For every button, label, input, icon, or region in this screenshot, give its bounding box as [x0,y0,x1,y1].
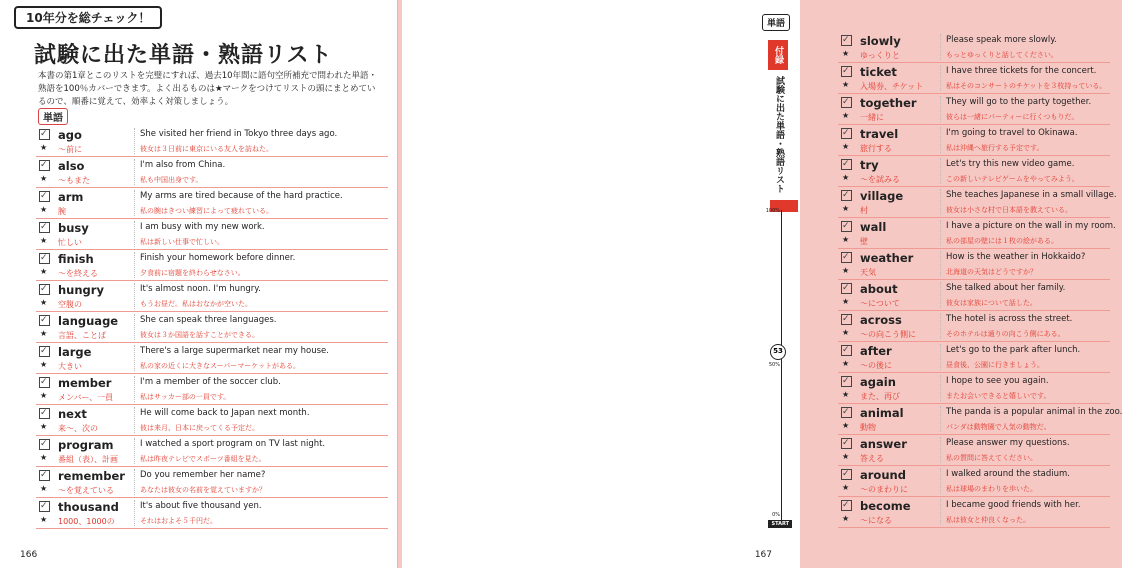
checkbox-icon[interactable]: ✓ [841,159,852,170]
star-icon: ★ [842,235,850,244]
star-icon: ★ [842,483,850,492]
word: travel [860,127,899,141]
star-icon: ★ [40,360,48,369]
divider [940,468,941,494]
star-icon: ★ [40,329,48,338]
example-english: Let's try this new video game. [946,159,1075,169]
star-icon: ★ [842,390,850,399]
checkbox-icon[interactable]: ✓ [841,252,852,263]
divider [134,407,135,433]
checkbox-icon[interactable]: ✓ [39,160,50,171]
example-japanese: そのホテルは通りの向こう側にある。 [946,330,1065,338]
star-icon: ★ [40,174,48,183]
example-japanese: またお会いできると嬉しいです。 [946,392,1051,400]
checkbox-icon[interactable]: ✓ [39,315,50,326]
word: weather [860,251,914,265]
divider [134,221,135,247]
divider [940,65,941,91]
divider [940,220,941,246]
meaning: ～になる [860,516,892,525]
start-label: START [768,520,792,528]
divider [940,313,941,339]
checkbox-icon[interactable]: ✓ [841,407,852,418]
example-english: I am busy with my new work. [140,222,265,232]
word: program [58,438,114,452]
star-icon: ★ [40,453,48,462]
list-item [36,157,388,188]
word: large [58,345,92,359]
word: ago [58,128,82,142]
word: across [860,313,902,327]
chapter-tag: 10年分を総チェック！ [14,6,162,29]
checkbox-icon[interactable]: ✓ [39,253,50,264]
example-english: He will come back to Japan next month. [140,408,310,418]
example-english: It's about five thousand yen. [140,501,262,511]
left-page [0,0,398,568]
meaning: 壁 [860,237,868,246]
example-japanese: 私は沖縄へ旅行する予定です。 [946,144,1044,152]
list-item [838,187,1117,218]
example-japanese: 私も中国出身です。 [140,176,203,184]
section-label: 単語 [38,108,68,125]
checkbox-icon[interactable]: ✓ [39,439,50,450]
example-english: Please answer my questions. [946,438,1070,448]
checkbox-icon[interactable]: ✓ [39,222,50,233]
pct-bottom: 0% [772,512,780,518]
list-item [838,156,1110,187]
example-japanese: もうお昼だ。私はおなかが空いた。 [140,300,252,308]
star-icon: ★ [842,514,850,523]
star-icon: ★ [40,236,48,245]
word-list-left [36,126,388,529]
star-icon: ★ [40,298,48,307]
checkbox-icon[interactable]: ✓ [841,97,852,108]
example-japanese: 私の部屋の壁には１枚の絵がある。 [946,237,1058,245]
list-item [36,126,388,157]
checkbox-icon[interactable]: ✓ [39,501,50,512]
word: together [860,96,917,110]
meaning: また、再び [860,392,900,401]
example-english: I became good friends with her. [946,500,1081,510]
list-item [36,312,388,343]
pct-mid: 50% [768,362,780,368]
list-item [838,311,1110,342]
example-japanese: この新しいテレビゲームをやってみよう。 [946,175,1079,183]
checkbox-icon[interactable]: ✓ [841,376,852,387]
list-item [36,188,388,219]
example-japanese: 北海道の天気はどうですか？ [946,268,1037,276]
example-japanese: もっとゆっくりと話してください。 [946,51,1058,59]
example-english: I watched a sport program on TV last night. [140,439,326,449]
meaning: ゆっくりと [860,51,900,60]
list-item [36,436,388,467]
word: slowly [860,34,901,48]
star-icon: ★ [40,391,48,400]
star-icon: ★ [842,204,850,213]
example-japanese: 彼女は家族について話した。 [946,299,1037,307]
meaning: ～を試みる [860,175,900,184]
word: ticket [860,65,897,79]
star-icon: ★ [842,452,850,461]
meaning: ～のまわりに [860,485,908,494]
meaning: 村 [860,206,868,215]
example-japanese: 私は球場のまわりを歩いた。 [946,485,1037,493]
divider [940,96,941,122]
example-japanese: 夕食前に宿題を終わらせなさい。 [140,269,245,277]
word: hungry [58,283,104,297]
checkbox-icon[interactable]: ✓ [39,377,50,388]
example-japanese: 私はそのコンサートのチケットを３枚持っている。 [946,82,1107,90]
list-item [838,435,1110,466]
meaning: 答える [860,454,884,463]
list-item [36,405,388,436]
meaning: ～前に [58,145,82,154]
divider [940,34,941,60]
word: animal [860,406,904,420]
divider [134,469,135,495]
word: language [58,314,119,328]
star-icon: ★ [842,111,850,120]
meaning: 番組（表）、計画 [58,455,118,464]
meaning: 言語、ことば [58,331,106,340]
example-english: Finish your homework before dinner. [140,253,296,263]
divider [940,499,941,525]
checkbox-icon[interactable]: ✓ [841,128,852,139]
checkbox-icon[interactable]: ✓ [841,314,852,325]
checkbox-icon[interactable]: ✓ [39,346,50,357]
meaning: 1000、1000の [58,517,115,526]
example-english: There's a large supermarket near my house. [140,346,329,356]
word-list-right [838,32,1122,528]
example-english: Do you remember her name? [140,470,266,480]
divider [134,252,135,278]
list-item [838,280,1110,311]
side-section-label: 単語 [762,14,790,31]
example-english: I have a picture on the wall in my room. [946,221,1116,231]
example-english: I'm a member of the soccer club. [140,377,281,387]
meaning: 一緒に [860,113,884,122]
meaning: 旅行する [860,144,892,153]
example-english: They will go to the party together. [946,97,1092,107]
example-english: I walked around the stadium. [946,469,1071,479]
intro-text: 本書の第1章とこのリストを完璧にすれば、過去10年間に語句空所補充で問われた単語・熟語を100％カバーできます。よく出るものは★マークをつけてリストの頭にまとめているので、順番に覚えて、効率よく対策しましょう。 [38,71,378,107]
word: wall [860,220,887,234]
meaning: 入場券、チケット [860,82,924,91]
star-icon: ★ [842,266,850,275]
example-japanese: 私は新しい仕事で忙しい。 [140,238,224,246]
meaning: ～もまた [58,176,90,185]
example-japanese: 昼食後、公園に行きましょう。 [946,361,1044,369]
star-icon: ★ [40,422,48,431]
divider [940,375,941,401]
meaning: ～の後に [860,361,892,370]
list-item [838,342,1110,373]
example-english: She talked about her family. [946,283,1066,293]
meaning: ～を終える [58,269,98,278]
page-number-right: 167 [754,550,772,560]
word: village [860,189,904,203]
checkbox-icon[interactable]: ✓ [39,129,50,140]
example-english: I'm going to travel to Okinawa. [946,128,1078,138]
example-japanese: 彼は来月、日本に戻ってくる予定だ。 [140,424,259,432]
star-icon: ★ [842,49,850,58]
divider [940,127,941,153]
divider [940,437,941,463]
meaning: 空腹の [58,300,82,309]
star-icon: ★ [40,267,48,276]
star-icon: ★ [40,205,48,214]
star-icon: ★ [842,80,850,89]
list-item [838,497,1110,528]
example-english: How is the weather in Hokkaido? [946,252,1086,262]
example-japanese: 私はサッカー部の一員です。 [140,393,231,401]
star-icon: ★ [842,142,850,151]
divider [134,314,135,340]
word: busy [58,221,89,235]
example-japanese: 私は彼女と仲良くなった。 [946,516,1030,524]
divider [940,189,941,215]
list-item [838,249,1110,280]
appendix-tab[interactable]: 付録 [768,40,788,70]
word: member [58,376,112,390]
checkbox-icon[interactable]: ✓ [841,66,852,77]
example-japanese: それはおよそ５千円だ。 [140,517,217,525]
progress-line [781,210,782,520]
divider [134,376,135,402]
list-item [838,404,1122,435]
checkbox-icon[interactable]: ✓ [39,470,50,481]
example-english: She teaches Japanese in a small village. [946,190,1117,200]
divider [940,158,941,184]
meaning: 来～、次の [58,424,98,433]
word: about [860,282,898,296]
list-item [36,467,388,498]
divider [134,283,135,309]
example-japanese: 私の質問に答えてください。 [946,454,1037,462]
divider [940,282,941,308]
checkbox-icon[interactable]: ✓ [841,190,852,201]
example-japanese: 彼女は３日前に東京にいる友人を訪ねた。 [140,145,273,153]
word: again [860,375,896,389]
word: remember [58,469,125,483]
example-english: The panda is a popular animal in the zoo. [946,407,1122,417]
example-japanese: 私の家の近くに大きなスーパーマーケットがある。 [140,362,300,370]
checkbox-icon[interactable]: ✓ [841,35,852,46]
word: thousand [58,500,119,514]
divider [134,438,135,464]
right-page [402,0,1122,568]
checkbox-icon[interactable]: ✓ [841,469,852,480]
divider [134,500,135,526]
word: next [58,407,87,421]
example-english: I'm also from China. [140,160,226,170]
star-icon: ★ [40,143,48,152]
word: after [860,344,892,358]
star-icon: ★ [842,421,850,430]
example-english: I hope to see you again. [946,376,1049,386]
divider [134,345,135,371]
example-english: Please speak more slowly. [946,35,1057,45]
side-title: 試験に出た単語・熟語リスト [774,76,784,193]
meaning: 大きい [58,362,82,371]
word: answer [860,437,907,451]
divider [940,406,941,432]
list-item [36,250,388,281]
meaning: 天気 [860,268,876,277]
meaning: 忙しい [58,238,82,247]
checkbox-icon[interactable]: ✓ [841,283,852,294]
example-japanese: パンダは動物園で人気の動物だ。 [946,423,1051,431]
example-english: I have three tickets for the concert. [946,66,1097,76]
word: arm [58,190,84,204]
checkbox-icon[interactable]: ✓ [841,500,852,511]
example-english: The hotel is across the street. [946,314,1073,324]
divider [134,159,135,185]
list-item [838,94,1110,125]
meaning: 動物 [860,423,876,432]
list-item [36,374,388,405]
list-item [838,466,1110,497]
word: become [860,499,911,513]
list-item [838,125,1110,156]
checkbox-icon[interactable]: ✓ [39,284,50,295]
example-english: It's almost noon. I'm hungry. [140,284,261,294]
list-item [36,219,388,250]
page-title: 試験に出た単語・熟語リスト [34,43,333,68]
list-item [838,63,1110,94]
word: also [58,159,85,173]
example-english: Let's go to the park after lunch. [946,345,1081,355]
meaning: 腕 [58,207,66,216]
list-item [36,281,388,312]
list-item [838,218,1116,249]
divider [134,128,135,154]
pct-top: 100% [765,208,780,214]
list-item [36,343,388,374]
meaning: ～の向こう側に [860,330,916,339]
checkbox-icon[interactable]: ✓ [39,191,50,202]
example-japanese: 私の腕はきつい練習によって疲れている。 [140,207,273,215]
star-icon: ★ [842,173,850,182]
word: finish [58,252,94,266]
star-icon: ★ [842,359,850,368]
checkbox-icon[interactable]: ✓ [841,221,852,232]
example-japanese: 彼らは一緒にパーティーに行くつもりだ。 [946,113,1079,121]
list-item [838,32,1110,63]
star-icon: ★ [842,328,850,337]
example-english: She visited her friend in Tokyo three days ago. [140,129,338,139]
example-english: My arms are tired because of the hard practice. [140,191,343,201]
example-japanese: 私は昨夜テレビでスポーツ番組を見た。 [140,455,266,463]
page-number-left: 166 [20,550,38,560]
meaning: ～について [860,299,900,308]
example-japanese: あなたは彼女の名前を覚えていますか？ [140,486,266,494]
divider [940,344,941,370]
checkbox-icon[interactable]: ✓ [39,408,50,419]
checkbox-icon[interactable]: ✓ [841,345,852,356]
divider [134,190,135,216]
meaning: ～を覚えている [58,486,114,495]
example-english: She can speak three languages. [140,315,277,325]
star-icon: ★ [40,515,48,524]
page-badge: 53 [770,344,786,360]
star-icon: ★ [40,484,48,493]
divider [940,251,941,277]
word: try [860,158,879,172]
list-item [36,498,388,529]
example-japanese: 彼女は３か国語を話すことができる。 [140,331,259,339]
word: around [860,468,906,482]
checkbox-icon[interactable]: ✓ [841,438,852,449]
example-japanese: 彼女は小さな村で日本語を教えている。 [946,206,1072,214]
meaning: メンバー、一員 [58,393,114,402]
star-icon: ★ [842,297,850,306]
list-item [838,373,1110,404]
